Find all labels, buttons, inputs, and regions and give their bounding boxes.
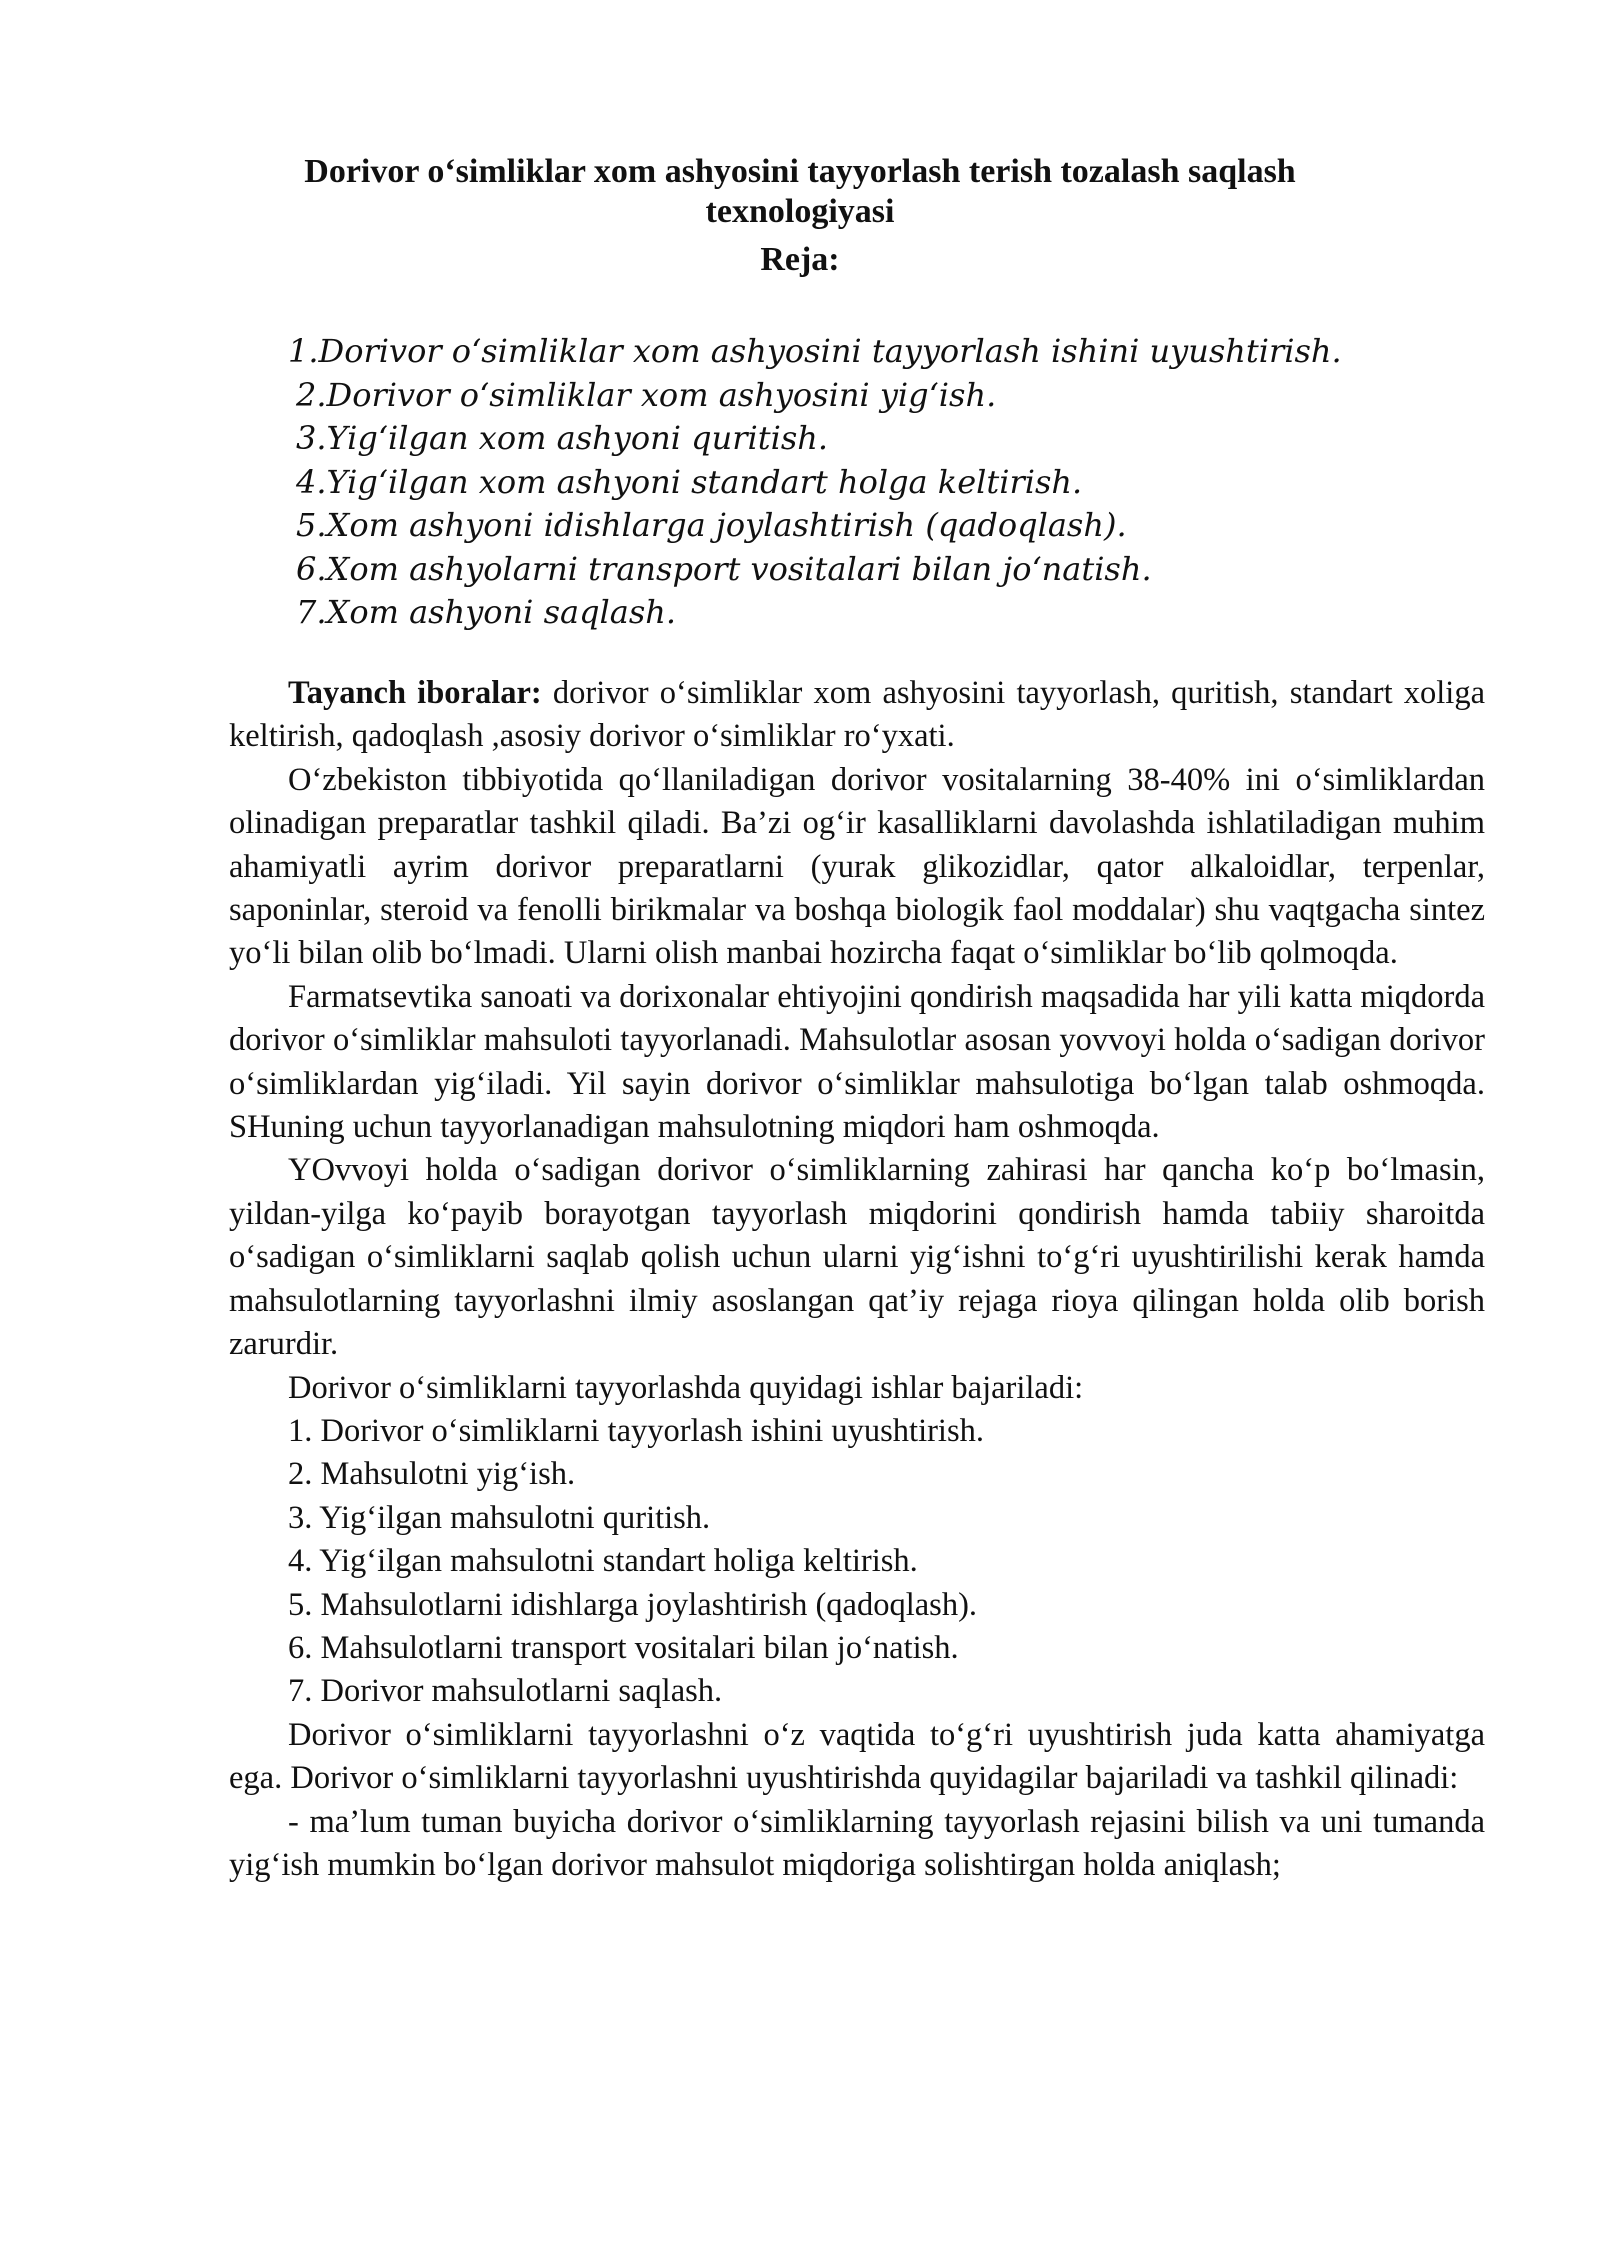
plan-list bbox=[288, 330, 1388, 635]
paragraph: Dorivor o‘simliklarni tayyorlashda quyidagi ishlar bajariladi: bbox=[288, 1369, 1084, 1406]
keywords-paragraph bbox=[229, 672, 1485, 759]
step-item: 6. Mahsulotlarni transport vositalari bilan jo‘natish. bbox=[288, 1629, 959, 1666]
plan-item: 2.Dorivor o‘simliklar xom ashyosini yig‘ish. bbox=[296, 375, 997, 414]
title-line-1: Dorivor o‘simliklar xom ashyosini tayyorlash terish tozalash saqlash bbox=[304, 153, 1296, 190]
plan-item: 6.Xom ashyolarni transport vositalari bilan jo‘natish. bbox=[296, 549, 1152, 588]
plan-heading: Reja: bbox=[760, 241, 840, 278]
paragraph: Farmatsevtika sanoati va dorixonalar ehtiyojini qondirish maqsadida har yili katta miqdorda dorivor o‘simliklar mahsuloti tayyorlanadi. Mahsulotlar asosan yovvoyi holda o‘sadigan dorivor o‘simliklardan yig‘iladi. Yil sayin dorivor o‘simliklar mahsulotiga bo‘lgan talab oshmoqda. SHuning uchun tayyorlanadigan mahsulotning miqdori ham oshmoqda. bbox=[229, 978, 1485, 1146]
step-item: 3. Yig‘ilgan mahsulotni quritish. bbox=[288, 1499, 711, 1536]
step-item: 5. Mahsulotlarni idishlarga joylashtirish (qadoqlash). bbox=[288, 1586, 978, 1623]
step-item: 4. Yig‘ilgan mahsulotni standart holiga keltirish. bbox=[288, 1543, 918, 1580]
plan-item: 5.Xom ashyoni idishlarga joylashtirish (qadoqlash). bbox=[296, 506, 1127, 544]
keywords-label: Tayanch iboralar: bbox=[288, 675, 542, 711]
step-item: 2. Mahsulotni yig‘ish. bbox=[288, 1456, 576, 1493]
paragraph: Dorivor o‘simliklarni tayyorlashni o‘z vaqtida to‘g‘ri uyushtirish juda katta ahamiyatga ega. Dorivor o‘simliklarni tayyorlashni uyushtirishda quyidagilar bajariladi va tashkil qilinadi: bbox=[229, 1716, 1485, 1797]
step-item: 7. Dorivor mahsulotlarni saqlash. bbox=[288, 1673, 723, 1710]
paragraph: - ma’lum tuman buyicha dorivor o‘simliklarning tayyorlash rejasini bilish va uni tumanda yig‘ish mumkin bo‘lgan dorivor mahsulot miqdoriga solishtirgan holda aniqlash; bbox=[229, 1803, 1485, 1883]
plan-item: 7.Xom ashyoni saqlash. bbox=[296, 593, 677, 631]
step-item: 1. Dorivor o‘simliklarni tayyorlash ishini uyushtirish. bbox=[288, 1412, 984, 1449]
document-body bbox=[229, 672, 1485, 1887]
plan-item: 4.Yig‘ilgan xom ashyoni standart holga keltirish. bbox=[296, 462, 1083, 501]
paragraph: O‘zbekiston tibbiyotida qo‘llaniladigan dorivor vositalarning 38-40% ini o‘simliklardan olinadigan preparatlar tashkil qiladi. Ba’zi og‘ir kasalliklarni davolashda ishlatiladigan muhim ahamiyatli ayrim dorivor preparatlarni (yurak glikozidlar, qator alkaloidlar, terpenlar, saponinlar, steroid va fenolli birikmalar va boshqa biologik faol moddalar) shu vaqtgacha sintez yo‘li bilan olib bo‘lmadi. Ularni olish manbai hozircha faqat o‘simliklar bo‘lib qolmoqda. bbox=[229, 761, 1485, 972]
document-title bbox=[230, 152, 1370, 232]
title-line-2: texnologiyasi bbox=[705, 193, 895, 230]
plan-item: 3.Yig‘ilgan xom ashyoni quritish. bbox=[296, 419, 829, 457]
paragraph: YOvvoyi holda o‘sadigan dorivor o‘simliklarning zahirasi har qancha ko‘p bo‘lmasin, yildan-yilga ko‘payib borayotgan tayyorlash miqdorini qondirish hamda tabiiy sharoitda o‘sadigan o‘simliklarni saqlab qolish uchun ularni yig‘ishni to‘g‘ri uyushtirilishi kerak hamda mahsulotlarning tayyorlashni ilmiy asoslangan qat’iy rejaga rioya qilingan holda olib borish zarurdir. bbox=[229, 1152, 1485, 1363]
steps-list bbox=[229, 1410, 1485, 1714]
plan-item: 1.Dorivor o‘simliklar xom ashyosini tayyorlash ishini uyushtirish. bbox=[288, 332, 1342, 370]
keywords-text: dorivor o‘simliklar xom ashyosini tayyorlash, quritish, standart xoliga keltirish, qadoqlash ,asosiy dorivor o‘simliklar ro‘yxati. bbox=[229, 675, 1485, 755]
